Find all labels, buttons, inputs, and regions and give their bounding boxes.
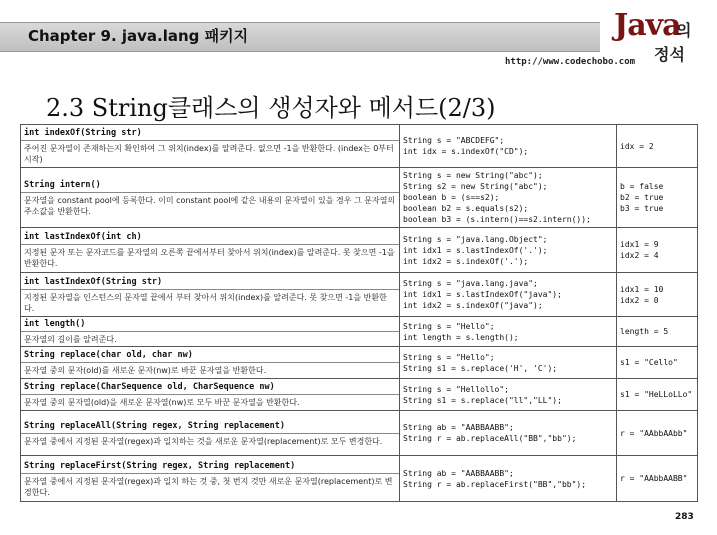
method-signature: String intern() — [21, 179, 399, 193]
method-signature: String replaceFirst(String regex, String replacement) — [21, 460, 399, 474]
table-row — [21, 379, 698, 411]
example-result: idx1 = 10 idx2 = 0 — [617, 273, 698, 317]
page-number: 283 — [675, 512, 694, 522]
slide-title: 2.3 String클래스의 생성자와 메서드(2/3) — [46, 94, 496, 122]
method-cell — [21, 411, 400, 456]
example-result: r = "AAbbAAbb" — [617, 411, 698, 456]
site-url: http://www.codechobo.com — [505, 57, 636, 67]
method-signature: String replace(CharSequence old, CharSequence nw) — [21, 381, 399, 395]
method-cell — [21, 379, 400, 411]
example-code: String ab = "AABBAABB"; String r = ab.replaceFirst("BB","bb"); — [400, 456, 617, 502]
example-result: r = "AAbbAABB" — [617, 456, 698, 502]
method-signature: int length() — [21, 318, 399, 332]
table-row — [21, 228, 698, 273]
example-code: String s = "ABCDEFG"; int idx = s.indexOf("CD"); — [400, 125, 617, 168]
method-description: 지정된 문자열을 인스턴스의 문자열 끝에서 부터 찾아서 위치(index)를 알려준다. 못 찾으면 -1을 반환한다. — [24, 292, 387, 313]
method-description: 문자열의 길이를 알려준다. — [24, 335, 117, 344]
method-signature: int lastIndexOf(int ch) — [21, 231, 399, 245]
example-code: String s = "Hellollo"; String s1 = s.replace("ll","LL"); — [400, 379, 617, 411]
example-code: String s = "java.lang.java"; int idx1 = s.lastIndexOf("java"); int idx2 = s.indexOf("java"); — [400, 273, 617, 317]
example-result: idx1 = 9 idx2 = 4 — [617, 228, 698, 273]
method-signature: String replaceAll(String regex, String replacement) — [21, 420, 399, 434]
method-cell — [21, 228, 400, 273]
table-row — [21, 168, 698, 228]
logo-ui-text: 의 — [676, 21, 692, 40]
example-result: idx = 2 — [617, 125, 698, 168]
method-cell — [21, 347, 400, 379]
example-code: String s = "java.lang.Object"; int idx1 = s.lastIndexOf('.'); int idx2 = s.indexOf('.'); — [400, 228, 617, 273]
java-logo — [612, 8, 712, 64]
example-code: String s = new String("abc"); String s2 = new String("abc"); boolean b = (s==s2); boolean b2 = s.equals(s2); boolean b3 = (s.intern()==s2.intern()); — [400, 168, 617, 228]
page-header — [0, 0, 717, 70]
method-cell — [21, 168, 400, 228]
table-row — [21, 347, 698, 379]
example-result: s1 = "Cello" — [617, 347, 698, 379]
method-description: 문자열 중의 문자(old)를 새로운 문자(nw)로 바꾼 문자열을 반환한다. — [24, 366, 267, 375]
example-code: String s = "Hello"; int length = s.length(); — [400, 317, 617, 347]
example-result: s1 = "HeLLoLLo" — [617, 379, 698, 411]
method-description: 문자열을 constant pool에 등록한다. 이미 constant pool에 같은 내용의 문자열이 있을 경우 그 문자열의 주소값을 반환한다. — [24, 195, 396, 216]
table-row — [21, 456, 698, 502]
method-description: 지정된 문자 또는 문자코드를 문자열의 오른쪽 끝에서부터 찾아서 위치(index)를 알려준다. 못 찾으면 -1을 반환한다. — [24, 248, 395, 268]
method-signature: int lastIndexOf(String str) — [21, 276, 399, 290]
table-row — [21, 317, 698, 347]
method-signature: int indexOf(String str) — [21, 127, 399, 141]
example-result: length = 5 — [617, 317, 698, 347]
method-description: 문자열 중에서 지정된 문자열(regex)과 일치 하는 것 중, 첫 번지 것만 새로운 문자열(replacement)로 변경한다. — [24, 476, 393, 497]
example-result: b = false b2 = true b3 = true — [617, 168, 698, 228]
method-description: 주어진 문자열이 존재하는지 확인하여 그 위치(index)를 알려준다. 없으면 -1을 반환한다. (index는 0부터 시작) — [24, 144, 394, 164]
example-code: String s = "Hello"; String s1 = s.replace('H', 'C'); — [400, 347, 617, 379]
method-cell — [21, 456, 400, 502]
example-code: String ab = "AABBAABB"; String r = ab.replaceAll("BB","bb"); — [400, 411, 617, 456]
method-description: 문자열 중의 문자열(old)을 새로운 문자열(nw)로 모두 바꾼 문자열을 반환한다. — [24, 398, 300, 407]
method-cell — [21, 125, 400, 168]
method-signature: String replace(char old, char nw) — [21, 349, 399, 363]
method-table — [20, 124, 698, 502]
logo-java-text: Java — [614, 8, 681, 43]
table-row — [21, 273, 698, 317]
chapter-title: Chapter 9. java.lang 패키지 — [28, 27, 249, 45]
table-row — [21, 125, 698, 168]
method-cell — [21, 317, 400, 347]
logo-jeong-text: 정석 — [654, 45, 685, 64]
method-cell — [21, 273, 400, 317]
method-description: 문자열 중에서 지정된 문자열(regex)과 일치하는 것을 새로운 문자열(replacement)로 모두 변경한다. — [24, 436, 383, 446]
table-row — [21, 411, 698, 456]
